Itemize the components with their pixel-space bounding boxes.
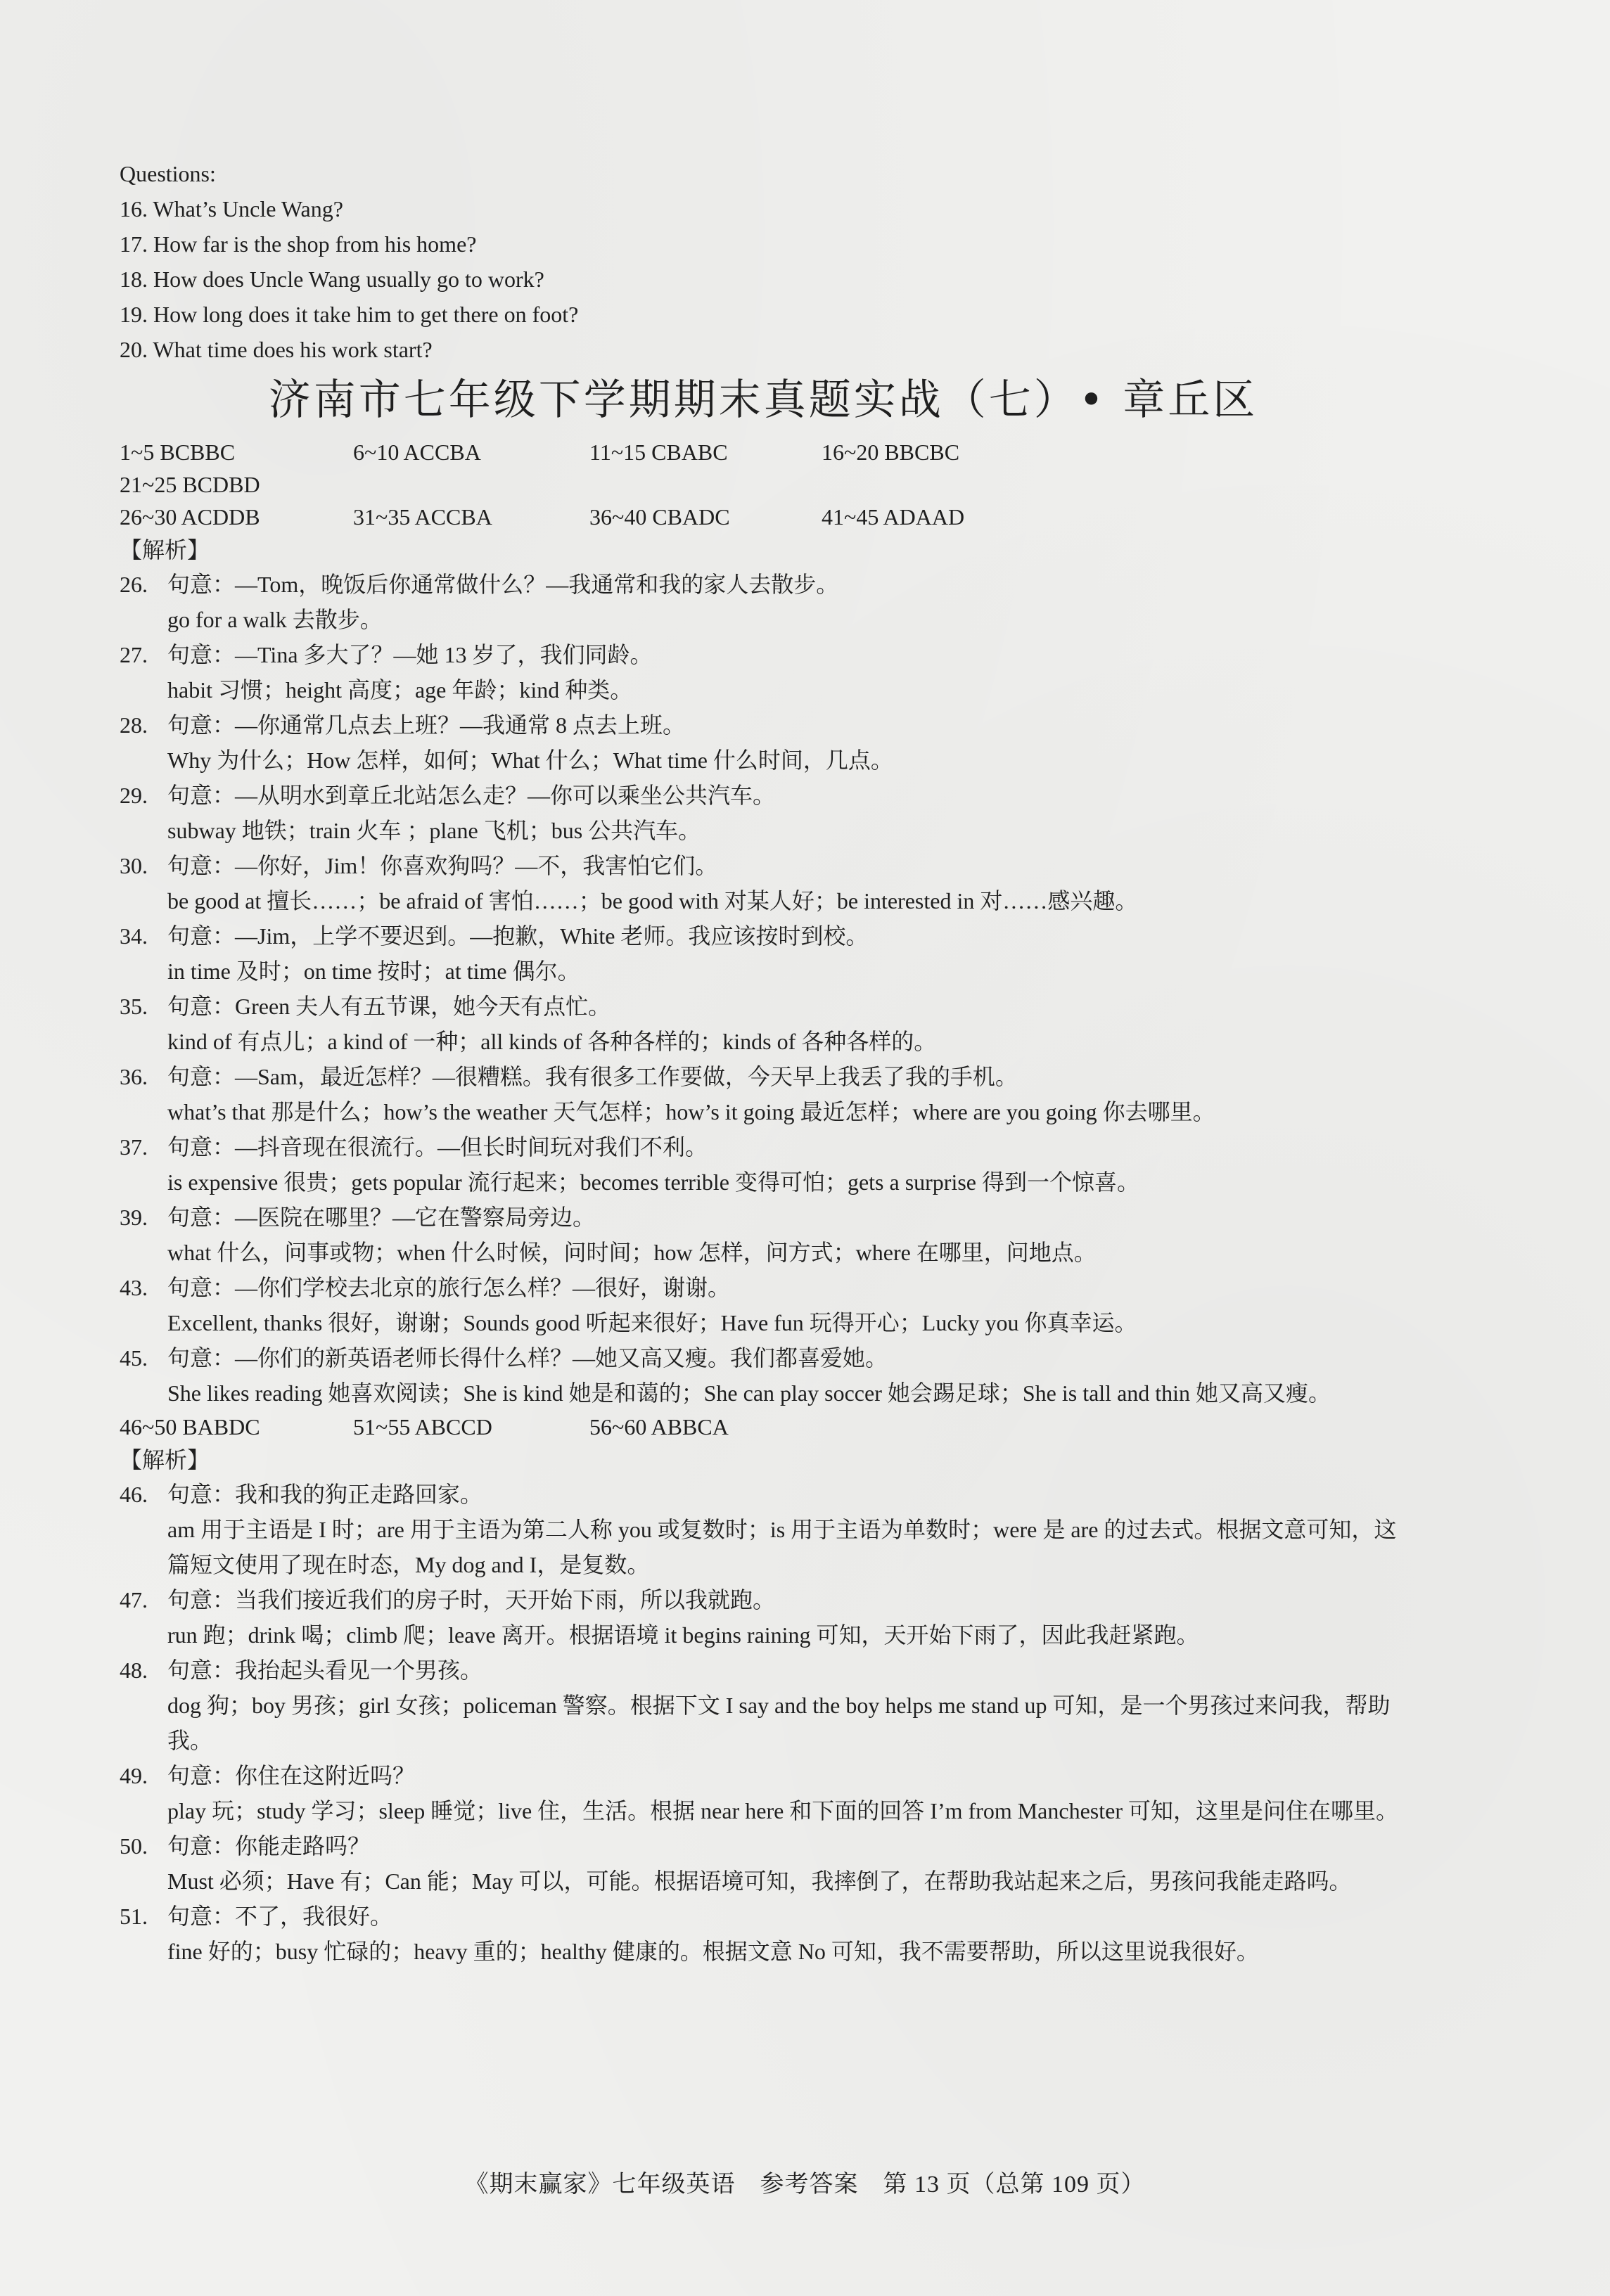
item-number: 26. (120, 572, 148, 597)
item-number: 30. (120, 853, 148, 878)
question-item: 17. How far is the shop from his home? (120, 231, 477, 257)
item-translation: 句意：不了，我很好。 (167, 1904, 393, 1929)
item-number: 35. (120, 994, 148, 1019)
item-explanation: be good at 擅长……；be afraid of 害怕……；be good with 对某人好；be interested in 对……感兴趣。 (167, 888, 1138, 913)
item-explanation: She likes reading 她喜欢阅读；She is kind 她是和蔼的；She can play soccer 她会踢足球；She is tall and thin 她又高又瘦。 (167, 1380, 1331, 1406)
analysis-item (120, 1059, 1407, 1129)
item-explanation: kind of 有点儿；a kind of 一种；all kinds of 各种各样的；kinds of 各种各样的。 (167, 1029, 937, 1054)
page-footer: 《期末赢家》七年级英语 参考答案 第 13 页（总第 109 页） (464, 2172, 1146, 2198)
answer-group: 51~55 ABCCD (353, 1414, 492, 1439)
item-number: 36. (120, 1064, 148, 1089)
item-number: 49. (120, 1763, 148, 1788)
analysis-item (120, 918, 1407, 989)
item-number: 29. (120, 783, 148, 808)
analysis-item (120, 637, 1407, 707)
item-translation: 句意：你住在这附近吗？ (167, 1763, 416, 1788)
analysis-label: 【解析】 (120, 537, 210, 563)
answer-row (120, 436, 1407, 468)
analysis-item (120, 1758, 1407, 1828)
item-translation: 句意：—抖音现在很流行。—但长时间玩对我们不利。 (167, 1134, 708, 1160)
analysis-item (120, 1828, 1407, 1899)
item-number: 51. (120, 1904, 148, 1929)
item-number: 47. (120, 1587, 148, 1612)
analysis-item (120, 1200, 1407, 1270)
questions-heading: Questions: (120, 161, 216, 186)
item-translation: 句意：—医院在哪里？—它在警察局旁边。 (167, 1205, 596, 1230)
analysis-item (120, 1270, 1407, 1340)
item-explanation: what 什么，问事或物；when 什么时候，问时间；how 怎样，问方式；where 在哪里，问地点。 (167, 1240, 1097, 1265)
item-translation: 句意：—Tom，晚饭后你通常做什么？—我通常和我的家人去散步。 (167, 572, 839, 597)
item-explanation: habit 习惯；height 高度；age 年龄；kind 种类。 (167, 677, 633, 703)
item-translation: 句意：—Sam，最近怎样？—很糟糕。我有很多工作要做，今天早上我丢了我的手机。 (167, 1064, 1018, 1089)
answer-group: 16~20 BBCBC (822, 440, 960, 465)
analysis-label: 【解析】 (120, 1447, 210, 1473)
item-number: 37. (120, 1134, 148, 1160)
item-number: 34. (120, 923, 148, 949)
analysis-item (120, 1477, 1407, 1582)
item-number: 46. (120, 1482, 148, 1507)
analysis-list-a (120, 567, 1407, 1411)
item-number: 48. (120, 1657, 148, 1683)
item-translation: 句意：Green 夫人有五节课，她今天有点忙。 (167, 994, 611, 1019)
item-translation: 句意：—你通常几点去上班？—我通常 8 点去上班。 (167, 712, 686, 738)
item-explanation: fine 好的；busy 忙碌的；heavy 重的；healthy 健康的。根据文意 No 可知，我不需要帮助，所以这里说我很好。 (167, 1939, 1259, 1964)
item-number: 50. (120, 1833, 148, 1859)
item-translation: 句意：—Jim，上学不要迟到。—抱歉，White 老师。我应该按时到校。 (167, 923, 869, 949)
question-item: 18. How does Uncle Wang usually go to work? (120, 267, 544, 292)
section-title: 济南市七年级下学期期末真题实战（七）• 章丘区 (268, 376, 1258, 425)
answer-row (120, 468, 1407, 501)
item-explanation: Why 为什么；How 怎样，如何；What 什么；What time 什么时间，几点。 (167, 748, 893, 773)
item-number: 28. (120, 712, 148, 738)
analysis-item (120, 989, 1407, 1059)
item-explanation: what’s that 那是什么；how’s the weather 天气怎样；how’s it going 最近怎样；where are you going 你去哪里。 (167, 1099, 1215, 1124)
item-translation: 句意：—你们的新英语老师长得什么样？—她又高又瘦。我们都喜爱她。 (167, 1345, 888, 1371)
item-number: 27. (120, 642, 148, 667)
question-item: 20. What time does his work start? (120, 337, 433, 362)
analysis-item (120, 1899, 1407, 1969)
answer-group: 21~25 BCDBD (120, 472, 260, 497)
item-explanation: subway 地铁；train 火车 ；plane 飞机；bus 公共汽车。 (167, 818, 701, 843)
item-translation: 句意：—你好，Jim！你喜欢狗吗？—不，我害怕它们。 (167, 853, 718, 878)
analysis-item (120, 848, 1407, 918)
answer-group: 1~5 BCBBC (120, 440, 236, 465)
answer-group: 6~10 ACCBA (353, 440, 481, 465)
answer-group: 31~35 ACCBA (353, 504, 492, 530)
item-explanation: play 玩；study 学习；sleep 睡觉；live 住，生活。根据 near here 和下面的回答 I’m from Manchester 可知，这里是问住在哪里。 (167, 1798, 1398, 1823)
analysis-item (120, 778, 1407, 848)
item-number: 45. (120, 1345, 148, 1371)
item-translation: 句意：我和我的狗正走路回家。 (167, 1482, 483, 1507)
item-translation: 句意：—你们学校去北京的旅行怎么样？—很好，谢谢。 (167, 1275, 731, 1300)
item-explanation: is expensive 很贵；gets popular 流行起来；becomes terrible 变得可怕；gets a surprise 得到一个惊喜。 (167, 1169, 1140, 1195)
item-explanation: in time 及时；on time 按时；at time 偶尔。 (167, 958, 580, 984)
analysis-item (120, 1653, 1407, 1758)
answer-group: 41~45 ADAAD (822, 504, 965, 530)
analysis-item (120, 1340, 1407, 1411)
item-translation: 句意：你能走路吗？ (167, 1833, 371, 1859)
item-number: 39. (120, 1205, 148, 1230)
item-explanation: Excellent, thanks 很好，谢谢；Sounds good 听起来很好；Have fun 玩得开心；Lucky you 你真幸运。 (167, 1310, 1137, 1335)
analysis-item (120, 1129, 1407, 1200)
answer-group: 26~30 ACDDB (120, 504, 260, 530)
item-explanation: run 跑；drink 喝；climb 爬；leave 离开。根据语境 it begins raining 可知，天开始下雨了，因此我赶紧跑。 (167, 1622, 1199, 1648)
item-explanation: Must 必须；Have 有；Can 能；May 可以，可能。根据语境可知，我摔倒了，在帮助我站起来之后，男孩问我能走路吗。 (167, 1868, 1352, 1894)
item-translation: 句意：—Tina 多大了？—她 13 岁了，我们同龄。 (167, 642, 653, 667)
item-number: 43. (120, 1275, 148, 1300)
item-explanation: dog 狗；boy 男孩；girl 女孩；policeman 警察。根据下文 I say and the boy helps me stand up 可知，是一个男孩过来问我，帮助我。 (167, 1693, 1391, 1753)
questions-list (120, 191, 1407, 367)
answer-group: 56~60 ABBCA (589, 1414, 729, 1439)
answer-group: 46~50 BABDC (120, 1414, 260, 1439)
answer-row (120, 1411, 1407, 1443)
answer-group: 36~40 CBADC (589, 504, 730, 530)
item-translation: 句意：当我们接近我们的房子时，天开始下雨，所以我就跑。 (167, 1587, 776, 1612)
answer-key-content (120, 156, 1407, 1969)
answer-group: 11~15 CBABC (589, 440, 728, 465)
analysis-item (120, 567, 1407, 637)
analysis-item (120, 1582, 1407, 1653)
item-translation: 句意：我抬起头看见一个男孩。 (167, 1657, 483, 1683)
item-explanation: go for a walk 去散步。 (167, 607, 383, 632)
item-explanation: am 用于主语是 I 时；are 用于主语为第二人称 you 或复数时；is 用于主语为单数时；were 是 are 的过去式。根据文意可知，这篇短文使用了现在时态，My dog and I，是复数。 (167, 1517, 1397, 1577)
analysis-list-b (120, 1477, 1407, 1969)
question-item: 19. How long does it take him to get there on foot? (120, 302, 579, 327)
analysis-item (120, 707, 1407, 778)
answer-row (120, 501, 1407, 533)
question-item: 16. What’s Uncle Wang? (120, 196, 343, 222)
item-translation: 句意：—从明水到章丘北站怎么走？—你可以乘坐公共汽车。 (167, 783, 776, 808)
